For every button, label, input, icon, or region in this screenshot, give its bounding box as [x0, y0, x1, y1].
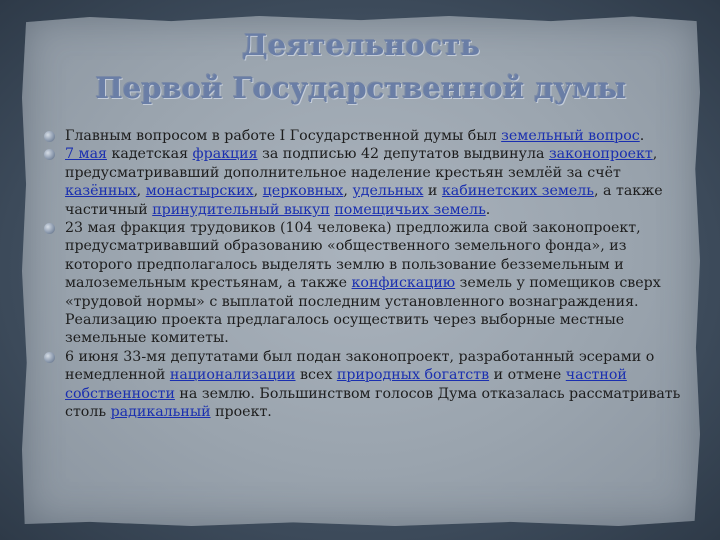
bullet-text: на землю. Большинством голосов Дума отказалась рассматривать столь [65, 385, 681, 421]
bullet-text: 23 мая фракция трудовиков (104 человека) предложила свой законопроект, предусматривавший образованию «общественного земельного фонда», из которого предполагалось выделять землю в пользование безземельным и малоземельным крестьянам, а также [65, 220, 641, 292]
bullet-dot-icon [44, 352, 55, 363]
hyperlink[interactable]: законопроект [548, 146, 653, 163]
bullet-text: , [253, 183, 263, 200]
bullet-text: , [136, 183, 146, 200]
hyperlink[interactable]: принудительный выкуп [152, 201, 330, 218]
slide-body [44, 127, 684, 422]
title-line-2: Первой Государственной думы [95, 71, 627, 105]
bullet-text: . [639, 128, 645, 144]
bullet-text: и [423, 183, 442, 200]
bullet-text: , предусматривавший дополнительное наделение крестьян землёй за счёт [65, 146, 658, 181]
hyperlink[interactable]: 7 мая [65, 146, 107, 163]
hyperlink[interactable]: церковных [262, 183, 344, 200]
hyperlink[interactable]: частной собственности [65, 367, 627, 402]
bullet-item [44, 145, 684, 219]
bullet-dot-icon [44, 131, 55, 142]
bullet-text: кадетская [106, 146, 193, 163]
hyperlink[interactable]: национализации [169, 367, 296, 384]
bullet-text: , а также частичный [65, 183, 663, 218]
hyperlink[interactable]: природных богатств [336, 367, 490, 384]
title-line-1: Деятельность [241, 28, 481, 62]
hyperlink[interactable]: казённых [65, 183, 137, 200]
bullet-text: 6 июня 33-мя депутатами был подан законопроект, разработанный эсерами о немедленной [65, 348, 655, 384]
bullet-text: проект. [210, 404, 272, 421]
slide-title [22, 24, 700, 110]
bullet-list [44, 127, 684, 422]
bullet-text: , [343, 183, 353, 200]
hyperlink[interactable]: земельный вопрос [501, 128, 640, 144]
hyperlink[interactable]: удельных [352, 183, 424, 200]
bullet-text: за подписью 42 депутатов выдвинула [257, 146, 549, 163]
bullet-item [44, 127, 684, 145]
bullet-item [44, 348, 684, 422]
hyperlink[interactable]: радикальный [110, 404, 211, 421]
bullet-text: . [485, 201, 491, 218]
hyperlink[interactable]: кабинетских земель [441, 183, 595, 200]
hyperlink[interactable]: монастырских [145, 183, 254, 200]
hyperlink[interactable]: конфискацию [351, 275, 456, 292]
bullet-text: Главным вопросом в работе I Государственной думы был [65, 128, 502, 144]
bullet-dot-icon [44, 149, 55, 160]
hyperlink[interactable]: помещичьих земель [334, 201, 486, 218]
bullet-item [44, 219, 684, 348]
bullet-text: земель у помещиков сверх «трудовой нормы» с выплатой последним установленного вознаграждения. Реализацию проекта предлагалось осуществить через выборные местные земельные комитеты. [65, 275, 661, 347]
hyperlink[interactable]: фракция [192, 146, 258, 163]
bullet-text: всех [295, 367, 337, 384]
bullet-dot-icon [44, 223, 55, 234]
bullet-text: и отмене [489, 367, 566, 384]
